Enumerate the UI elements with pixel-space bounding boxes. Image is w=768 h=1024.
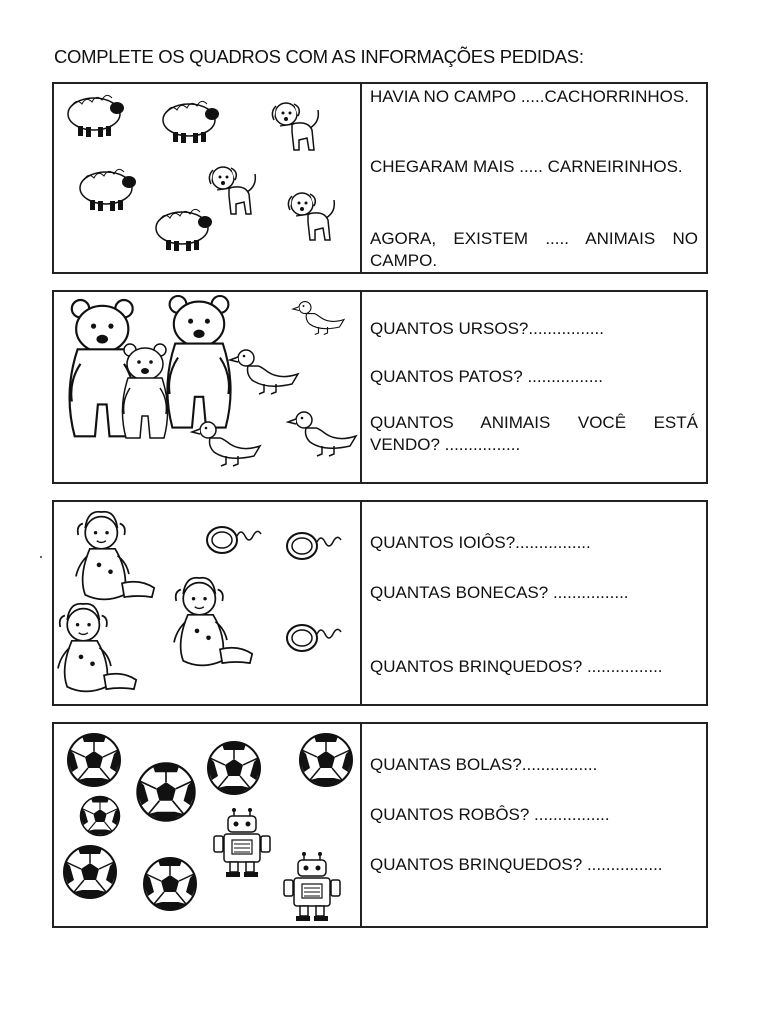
box-3-line-1: QUANTOS IOIÔS?................ bbox=[370, 533, 591, 552]
box-4-questions bbox=[370, 724, 698, 926]
box-2-line-2: QUANTOS PATOS? ................ bbox=[370, 367, 604, 386]
box-3-line-3: QUANTOS BRINQUEDOS? ................ bbox=[370, 657, 663, 676]
box-2-questions bbox=[370, 292, 698, 482]
box-3-questions bbox=[370, 502, 698, 704]
box-4-line-3: QUANTOS BRINQUEDOS? ................ bbox=[370, 855, 663, 874]
exercise-box-2 bbox=[52, 290, 708, 484]
box-4-line-2: QUANTOS ROBÔS? ................ bbox=[370, 805, 610, 824]
balls-and-robots-illustration bbox=[54, 724, 362, 926]
box-2-line-3: QUANTOS ANIMAIS VOCÊ ESTÁ VENDO? ................ bbox=[370, 413, 698, 454]
box-4-line-1: QUANTAS BOLAS?................ bbox=[370, 755, 598, 774]
bears-and-ducks-illustration bbox=[54, 292, 362, 482]
exercise-box-1 bbox=[52, 82, 708, 274]
box-1-questions bbox=[370, 84, 698, 272]
box-2-line-1: QUANTOS URSOS?................ bbox=[370, 319, 604, 338]
stray-mark bbox=[40, 556, 42, 558]
box-1-line-3: AGORA, EXISTEM ..... ANIMAIS NO CAMPO. bbox=[370, 229, 698, 270]
box-1-line-2: CHEGARAM MAIS ..... CARNEIRINHOS. bbox=[370, 157, 683, 176]
box-1-line-1: HAVIA NO CAMPO .....CACHORRINHOS. bbox=[370, 87, 689, 106]
exercise-box-3 bbox=[52, 500, 708, 706]
dolls-and-yoyos-illustration bbox=[54, 502, 362, 704]
box-3-line-2: QUANTAS BONECAS? ................ bbox=[370, 583, 629, 602]
sheep-and-puppies-illustration bbox=[54, 84, 362, 272]
worksheet-title: COMPLETE OS QUADROS COM AS INFORMAÇÕES PEDIDAS: bbox=[54, 46, 584, 67]
exercise-box-4 bbox=[52, 722, 708, 928]
